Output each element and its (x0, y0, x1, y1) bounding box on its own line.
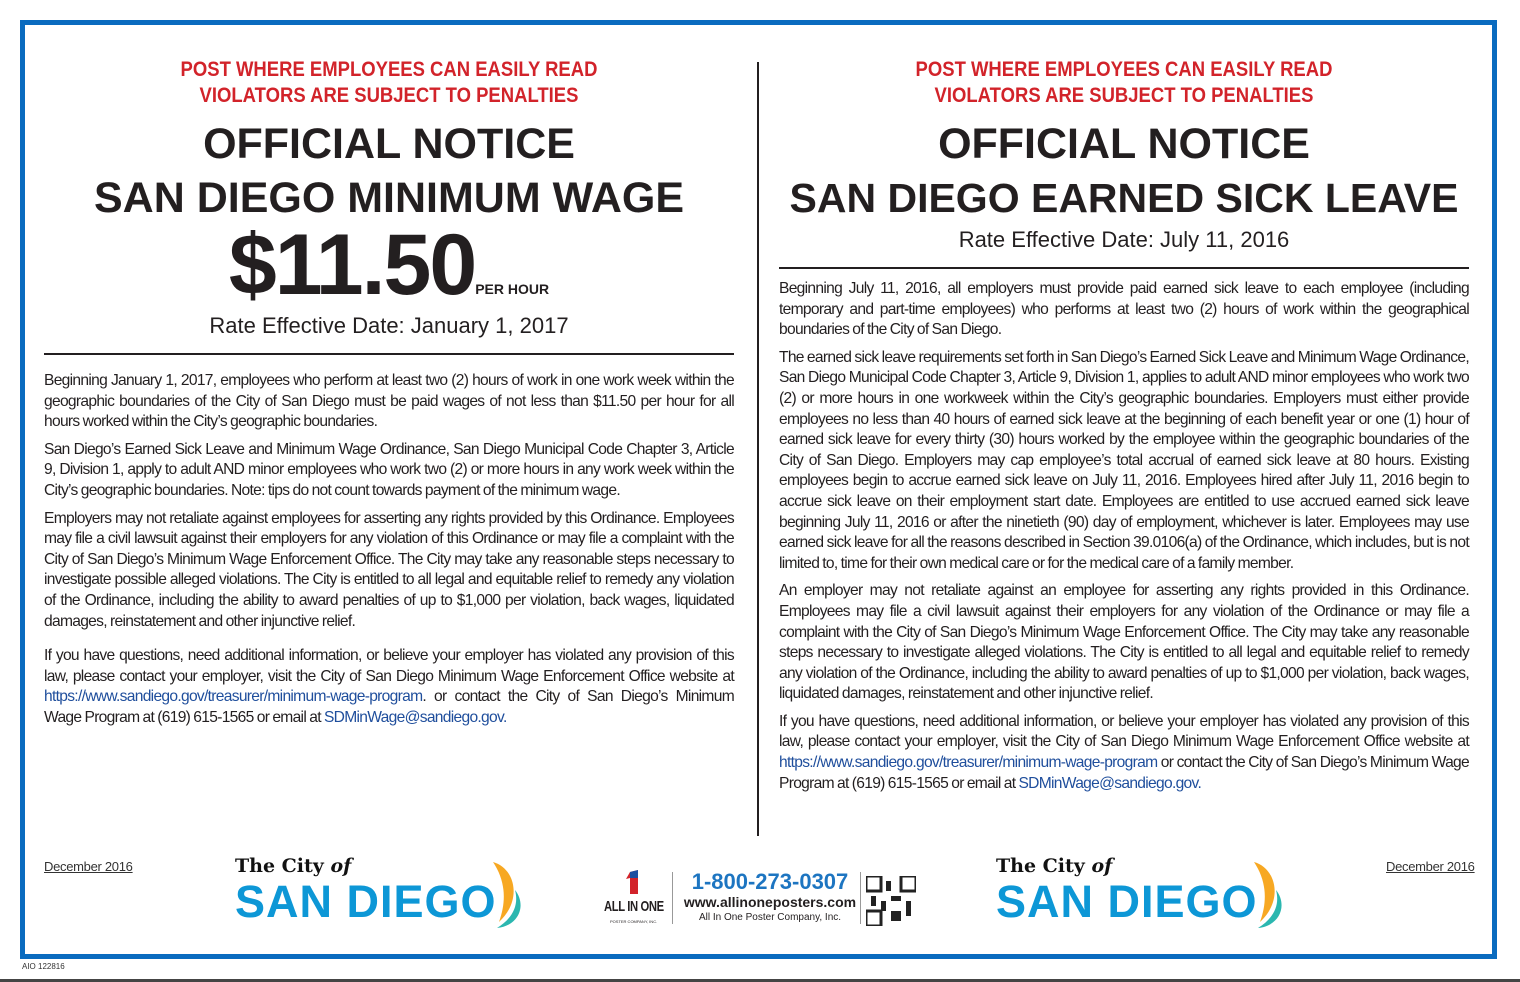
revision-date: December 2016 (1386, 859, 1475, 874)
logo-text (235, 855, 351, 877)
notice-body (779, 279, 1469, 794)
warning-line: VIOLATORS ARE SUBJECT TO PENALTIES (199, 84, 579, 107)
posting-warning (820, 57, 1427, 109)
title-line: OFFICIAL NOTICE (938, 120, 1310, 168)
logo-line: The City (996, 855, 1092, 877)
website-link[interactable]: https://www.sandiego.gov/treasurer/minimum-wage-program (44, 688, 423, 706)
logo-wordmark: SAN DIEGO (996, 876, 1258, 927)
warning-line: POST WHERE EMPLOYEES CAN EASILY READ (915, 58, 1333, 81)
publisher-logo: ALL IN ONE (604, 898, 664, 915)
city-of-san-diego-logo (996, 855, 1296, 930)
sail-icon (1246, 860, 1291, 930)
logo-line: of (330, 855, 352, 877)
contact-text: . (502, 708, 507, 726)
publisher-name: All In One Poster Company, Inc. (698, 912, 842, 923)
warning-line: VIOLATORS ARE SUBJECT TO PENALTIES (934, 84, 1314, 107)
city-of-san-diego-logo (235, 855, 535, 930)
publisher-logo-sub: POSTER COMPANY, INC. (610, 919, 658, 924)
title-line: SAN DIEGO EARNED SICK LEAVE (789, 175, 1459, 221)
wage-unit: PER HOUR (475, 281, 550, 297)
number-one-icon (624, 870, 644, 896)
effective-date: Rate Effective Date: July 11, 2016 (958, 227, 1290, 252)
wage-amount: $11.50 (228, 217, 476, 313)
title-line: OFFICIAL NOTICE (203, 120, 575, 168)
notice-title (44, 117, 734, 225)
publisher-website: www.allinoneposters.com (683, 894, 857, 910)
logo-line: of (1091, 855, 1113, 877)
contact-paragraph (779, 712, 1469, 794)
website-link[interactable]: https://www.sandiego.gov/treasurer/minimum-wage-program (779, 754, 1158, 772)
contact-text: If you have questions, need additional information, or believe your employer has violated any provision of this law, please contact your employer, visit the City of San Diego Minimum Wage Enforcement Office website at (779, 712, 1469, 751)
revision-date: December 2016 (44, 859, 133, 874)
column-divider (757, 62, 759, 836)
contact-paragraph (44, 646, 734, 728)
paragraph: Beginning July 11, 2016, all employers must provide paid earned sick leave to each employee (including temporary and part-time employees) who performs at least two (2) hours of work within the geographical boundaries of the City of San Diego. (779, 280, 1469, 339)
paragraph: Employers may not retaliate against employees for asserting any rights provided by this Ordinance. Employees may file a civil lawsuit against their employers for any violation of this Ordinance or may file a complaint with the City of San Diego’s Minimum Wage Enforcement Office. The City may take any reasonable steps necessary to investigate possible alleged violations. The City is entitled to all legal and equitable relief to remedy any violation of the Ordinance, including the ability to award penalties of up to $1,000 per violation, back wages, liquidated damages, reinstatement and other injunctive relief. (44, 509, 734, 630)
qr-code-icon (866, 876, 916, 926)
logo-wordmark: SAN DIEGO (235, 876, 497, 927)
paragraph: The earned sick leave requirements set forth in San Diego’s Earned Sick Leave and Minimum Wage Ordinance, San Diego Municipal Code Chapter 3, Article 9, Division 1, applies to adult AND minor employees who work two (2) or more hours in one workweek within the City’s geographic boundaries. Employers must either provide employees no less than 40 hours of earned sick leave at the beginning of each benefit year or one (1) hour of earned sick leave for every thirty (30) hours worked by the employee within the geographic boundaries of the City of San Diego. Employers may cap employee’s total accrual of earned sick leave at 80 hours. Existing employees begin to accrue earned sick leave on July 11, 2016. Employees hired after July 11, 2016 begin to accrue sick leave on their employment start date. Employees are entitled to use accrued earned sick leave beginning July 11, 2016 or after the ninetieth (90) day of employment, whichever is later. Employees may use earned sick leave for all the reasons described in Section 39.0106(a) of the Ordinance, which includes, but is not limited to, time for their own medical care or for the medical care of a family member. (779, 348, 1469, 572)
effective-date: Rate Effective Date: January 1, 2017 (209, 313, 569, 338)
publisher-phone: 1-800-273-0307 (691, 869, 849, 894)
publisher-block (600, 870, 920, 930)
notice-title (779, 117, 1469, 225)
contact-text: . (1197, 774, 1202, 792)
logo-text (996, 855, 1112, 877)
paragraph: An employer may not retaliate against an employee for asserting any rights provided in this Ordinance. Employees may file a civil lawsuit against their employers for any violation of the Ordinance or may file a complaint with the City of San Diego’s Minimum Wage Enforcement Office. The City may take any reasonable steps necessary to investigate alleged violations. The City is entitled to all legal and equitable relief to remedy any violation of the Ordinance, including the ability to award penalties of up to $1,000 per violation, back wages, liquidated damages, reinstatement and other injunctive relief. (779, 582, 1469, 703)
sick-leave-notice (779, 57, 1469, 801)
contact-text: or contact the City of San Diego’s Minimum Wage Program at (619) 615-1565 or email at (779, 754, 1469, 792)
logo-line: The City (235, 855, 331, 877)
email-link[interactable]: SDMinWage@sandiego.gov (323, 708, 503, 726)
paragraph: Beginning January 1, 2017, employees who perform at least two (2) hours of work in one work week within the geographic boundaries of the City of San Diego must be paid wages of not less than $11.50 per hour for all hours worked within the City’s geographic boundaries. (44, 372, 734, 431)
wage-rate (44, 217, 734, 313)
warning-line: POST WHERE EMPLOYEES CAN EASILY READ (180, 58, 598, 81)
minimum-wage-notice (44, 57, 734, 736)
contact-text: If you have questions, need additional information, or believe your employer has violated any provision of this law, please contact your employer, visit the City of San Diego Minimum Wage Enforcement Office website at (44, 647, 734, 685)
sail-icon (485, 860, 530, 930)
divider-rule (44, 353, 734, 355)
email-link[interactable]: SDMinWage@sandiego.gov (1018, 774, 1198, 792)
title-line: SAN DIEGO MINIMUM WAGE (93, 174, 685, 222)
paragraph: San Diego’s Earned Sick Leave and Minimum Wage Ordinance, San Diego Municipal Code Chapter 3, Article 9, Division 1, apply to adult AND minor employees who work two (2) or more hours in any work week within the City’s geographic boundaries. Note: tips do not count towards payment of the minimum wage. (44, 440, 734, 499)
divider-rule (779, 267, 1469, 269)
notice-body (44, 371, 734, 729)
posting-warning (85, 57, 692, 109)
poster-code: AIO 122816 (22, 962, 65, 971)
contact-text: . or contact the City of San Diego’s Minimum Wage Program at (619) 615-1565 or email at (44, 688, 734, 726)
